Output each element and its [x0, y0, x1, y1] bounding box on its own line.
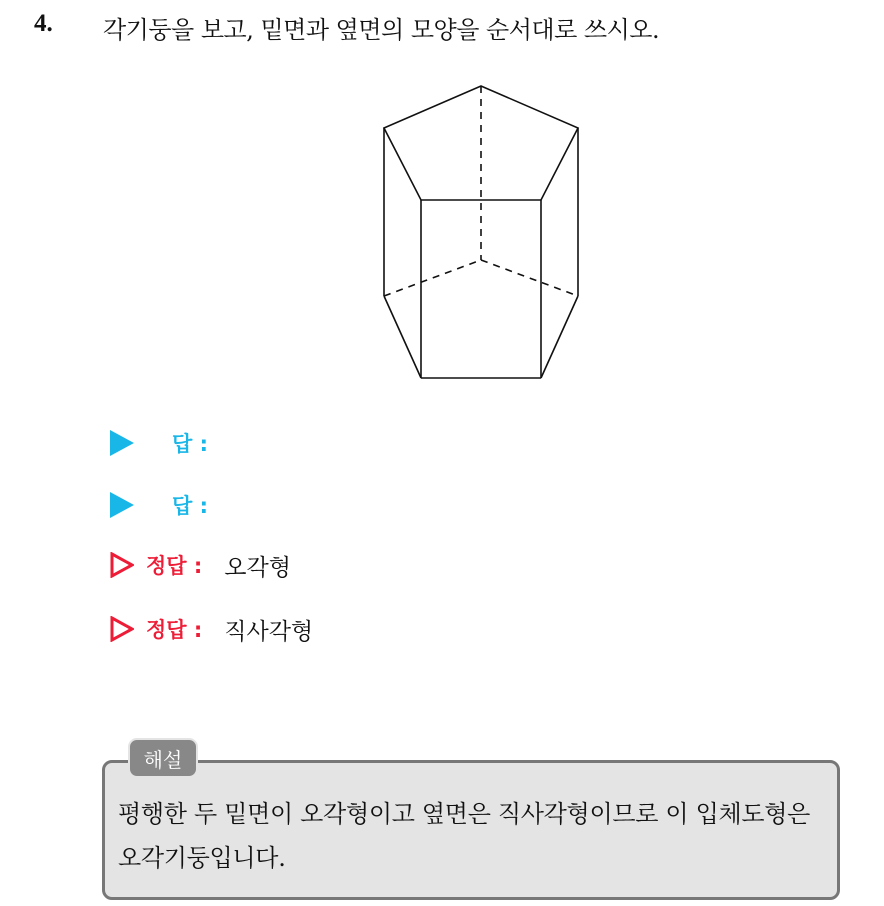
correct-answer-row	[110, 612, 313, 646]
correct-answer-row	[110, 548, 291, 582]
hidden-edge	[481, 260, 578, 296]
correct-answer-label: 정답 :	[146, 554, 203, 578]
triangle-outline-icon	[110, 616, 134, 642]
triangle-solid-icon	[110, 492, 134, 518]
triangle-solid-icon	[110, 430, 134, 456]
pentagonal-prism-figure	[370, 78, 590, 388]
explanation-tag: 해설	[128, 738, 198, 778]
answer-row	[110, 426, 230, 460]
question-text: 각기둥을 보고, 밑면과 옆면의 모양을 순서대로 쓰시오.	[103, 16, 660, 44]
answer-label: 답 :	[172, 494, 208, 518]
answer-row	[110, 488, 230, 522]
answer-label: 답 :	[172, 432, 208, 456]
prism-edge	[384, 296, 421, 378]
triangle-outline-icon	[110, 552, 134, 578]
hidden-edge	[384, 260, 481, 296]
correct-answer-value: 직사각형	[224, 618, 314, 645]
correct-answer-label: 정답 :	[146, 618, 203, 642]
prism-edge	[541, 296, 578, 378]
explanation-text: 평행한 두 밑면이 오각형이고 옆면은 직사각형이므로 이 입체도형은 오각기둥입니다.	[118, 800, 811, 872]
correct-answer-value: 오각형	[224, 554, 291, 581]
question-number: 4.	[34, 10, 53, 37]
